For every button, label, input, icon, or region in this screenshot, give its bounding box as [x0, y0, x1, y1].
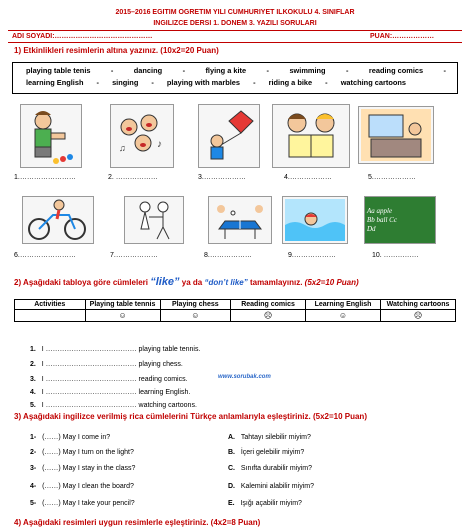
word-item: swimming: [289, 66, 326, 75]
tv-room-icon: [358, 106, 434, 164]
answer-blank-8[interactable]: 8.………………: [204, 252, 252, 259]
svg-text:♪: ♪: [157, 139, 162, 150]
table-tennis-icon: [208, 196, 272, 244]
sentence-number: 2.: [30, 361, 36, 368]
word-item: singing: [112, 78, 139, 87]
table-header-cell: Playing table tennis: [85, 300, 160, 310]
sentence-text: I ………………………………… playing chess.: [41, 361, 183, 368]
table-header-cell: Learning English: [306, 300, 381, 310]
sentence-3[interactable]: [30, 376, 188, 383]
sentence-text: I ………………………………… learning English.: [41, 389, 191, 396]
word-item: learning English: [26, 78, 84, 87]
name-field-label: ADI SOYADI:……………………………………: [12, 33, 153, 40]
item-text: (……) May I clean the board?: [42, 483, 134, 490]
item-text: İçeri gelebilir miyim?: [240, 449, 305, 456]
meaning-item-a: [228, 434, 311, 441]
sentence-number: 5.: [30, 402, 36, 409]
meaning-item-e: [228, 500, 302, 507]
frown-face-icon: ☹: [381, 310, 456, 322]
item-text: (……) May I take your pencil?: [42, 500, 135, 507]
sentence-number: 4.: [30, 389, 36, 396]
likes-table: [14, 299, 456, 322]
meaning-item-d: [228, 483, 314, 490]
word-box-row-2: [26, 78, 406, 87]
item-letter: C.: [228, 465, 235, 472]
q2-title-mid: ya da: [179, 278, 205, 287]
q2-points: (5x2=10 Puan): [304, 278, 359, 287]
word-item: watching cartoons: [340, 78, 406, 87]
score-field-label: PUAN:………………: [370, 33, 435, 40]
sentence-text: I ………………………………… watching cartoons.: [41, 402, 197, 409]
marbles-boy-icon: [20, 104, 82, 168]
item-number: 3-: [30, 465, 37, 472]
item-text: (……) May I turn on the light?: [42, 449, 134, 456]
question-3-title: 3) Aşağıdaki ingilizce verilmiş rica cümlelerini Türkçe anlamlarıyla eşleştiriniz. (5x2=10 Puan): [14, 412, 367, 421]
meaning-item-c: [228, 465, 312, 472]
smile-face-icon: ☺: [306, 310, 381, 322]
word-separator: -: [346, 66, 349, 75]
table-header-row: [15, 300, 456, 310]
word-item: riding a bike: [268, 78, 313, 87]
word-item: dancing: [133, 66, 163, 75]
word-separator: -: [253, 78, 256, 87]
answer-blank-1[interactable]: 1.……………………: [14, 174, 76, 181]
item-number: 1-: [30, 434, 37, 441]
item-text: Tahtayı silebilir miyim?: [240, 434, 311, 441]
item-letter: B.: [228, 449, 235, 456]
swimmer-icon: [282, 196, 348, 244]
answer-blank-7[interactable]: 7.………………: [110, 252, 158, 259]
answer-blank-4[interactable]: 4.………………: [284, 174, 332, 181]
word-item: playing table tenis: [26, 66, 91, 75]
answer-blank-9[interactable]: 9.………………: [288, 252, 336, 259]
word-item: playing with marbles: [166, 78, 241, 87]
item-text: Sınıfta durabilir miyim?: [240, 465, 313, 472]
face-cell: [15, 310, 86, 322]
table-header-cell: Watching cartoons: [381, 300, 456, 310]
smile-face-icon: ☺: [85, 310, 160, 322]
item-text: Kalemini alabilir miyim?: [240, 483, 314, 490]
board-text-line-1: Aa apple: [367, 206, 393, 215]
answer-blank-10[interactable]: 10. ……………: [372, 252, 419, 259]
kite-boy-icon: [198, 104, 260, 168]
svg-text:♫: ♫: [119, 143, 126, 153]
smile-face-icon: ☺: [160, 310, 231, 322]
request-item-4[interactable]: [30, 483, 134, 490]
item-letter: E.: [228, 500, 235, 507]
request-item-5[interactable]: [30, 500, 135, 507]
word-separator: -: [266, 66, 270, 75]
singing-kids-icon: [110, 104, 174, 168]
table-face-row: [15, 310, 456, 322]
item-letter: A.: [228, 434, 235, 441]
item-text: (……) May I stay in the class?: [42, 465, 136, 472]
question-4-title: 4) Aşağıdaki resimleri uygun resimlerle eşleştiriniz. (4x2=8 Puan): [14, 518, 261, 527]
sentence-number: 3.: [30, 376, 36, 383]
word-item: flying a kite: [205, 66, 247, 75]
answer-blank-3[interactable]: 3.………………: [198, 174, 246, 181]
word-separator: -: [151, 78, 154, 87]
cyclist-icon: [22, 196, 94, 244]
word-separator: -: [110, 66, 114, 75]
word-separator: -: [182, 66, 186, 75]
classroom-board-icon: [364, 196, 436, 244]
meaning-item-b: [228, 449, 304, 456]
request-item-2[interactable]: [30, 449, 134, 456]
q2-title-pre: 2) Aşağıdaki tabloya göre cümleleri: [14, 278, 151, 287]
sentence-4[interactable]: [30, 389, 190, 396]
item-number: 4-: [30, 483, 37, 490]
header-divider: [8, 30, 462, 31]
board-text-line-2: Bb ball Cc: [367, 215, 397, 224]
sentence-1[interactable]: [30, 346, 200, 353]
exam-subtitle: INGILIZCE DERSI 1. DONEM 3. YAZILI SORULARI: [153, 20, 317, 27]
item-number: 2-: [30, 449, 37, 456]
dancing-couple-icon: [124, 196, 184, 244]
item-number: 5-: [30, 500, 37, 507]
answer-blank-5[interactable]: 5.………………: [368, 174, 416, 181]
sentence-5[interactable]: [30, 402, 197, 409]
answer-blank-6[interactable]: 6.……………………: [14, 252, 76, 259]
word-separator: -: [96, 78, 100, 87]
reading-kids-icon: [272, 104, 350, 168]
word-box-row-1: [26, 66, 446, 75]
header-divider-2: [8, 42, 462, 43]
word-item: reading comics: [368, 66, 424, 75]
sentence-number: 1.: [30, 346, 36, 353]
sentence-text: I ………………………………… reading comics.: [41, 376, 188, 383]
question-1-title: 1) Etkinlikleri resimlerin altına yazınız. (10x2=20 Puan): [14, 46, 219, 55]
table-header-cell: Activities: [15, 300, 86, 310]
question-2-title: [14, 276, 359, 288]
q2-like-word: “like”: [150, 276, 180, 288]
watermark: www.sorubak.com: [218, 374, 271, 380]
q2-title-post: tamamlayınız.: [247, 278, 305, 287]
table-header-cell: Reading comics: [231, 300, 306, 310]
table-header-cell: Playing chess: [160, 300, 231, 310]
word-separator: -: [325, 78, 328, 87]
answer-blank-2[interactable]: 2. ………………: [108, 174, 158, 181]
sentence-2[interactable]: [30, 361, 183, 368]
word-separator: -: [443, 66, 446, 75]
item-letter: D.: [228, 483, 235, 490]
exam-title: 2015–2016 EGITIM OGRETIM YILI CUMHURIYET ILKOKULU 4. SINIFLAR: [115, 9, 355, 16]
q2-dont-like-word: “don’t like”: [204, 278, 248, 287]
item-text: (……) May I come in?: [42, 434, 111, 441]
request-item-3[interactable]: [30, 465, 135, 472]
item-text: Işığı açabilir miyim?: [240, 500, 302, 507]
sentence-text: I ………………………………… playing table tennis.: [41, 346, 201, 353]
frown-face-icon: ☹: [231, 310, 306, 322]
request-item-1[interactable]: [30, 434, 110, 441]
board-text-line-3: Dd: [367, 224, 376, 233]
